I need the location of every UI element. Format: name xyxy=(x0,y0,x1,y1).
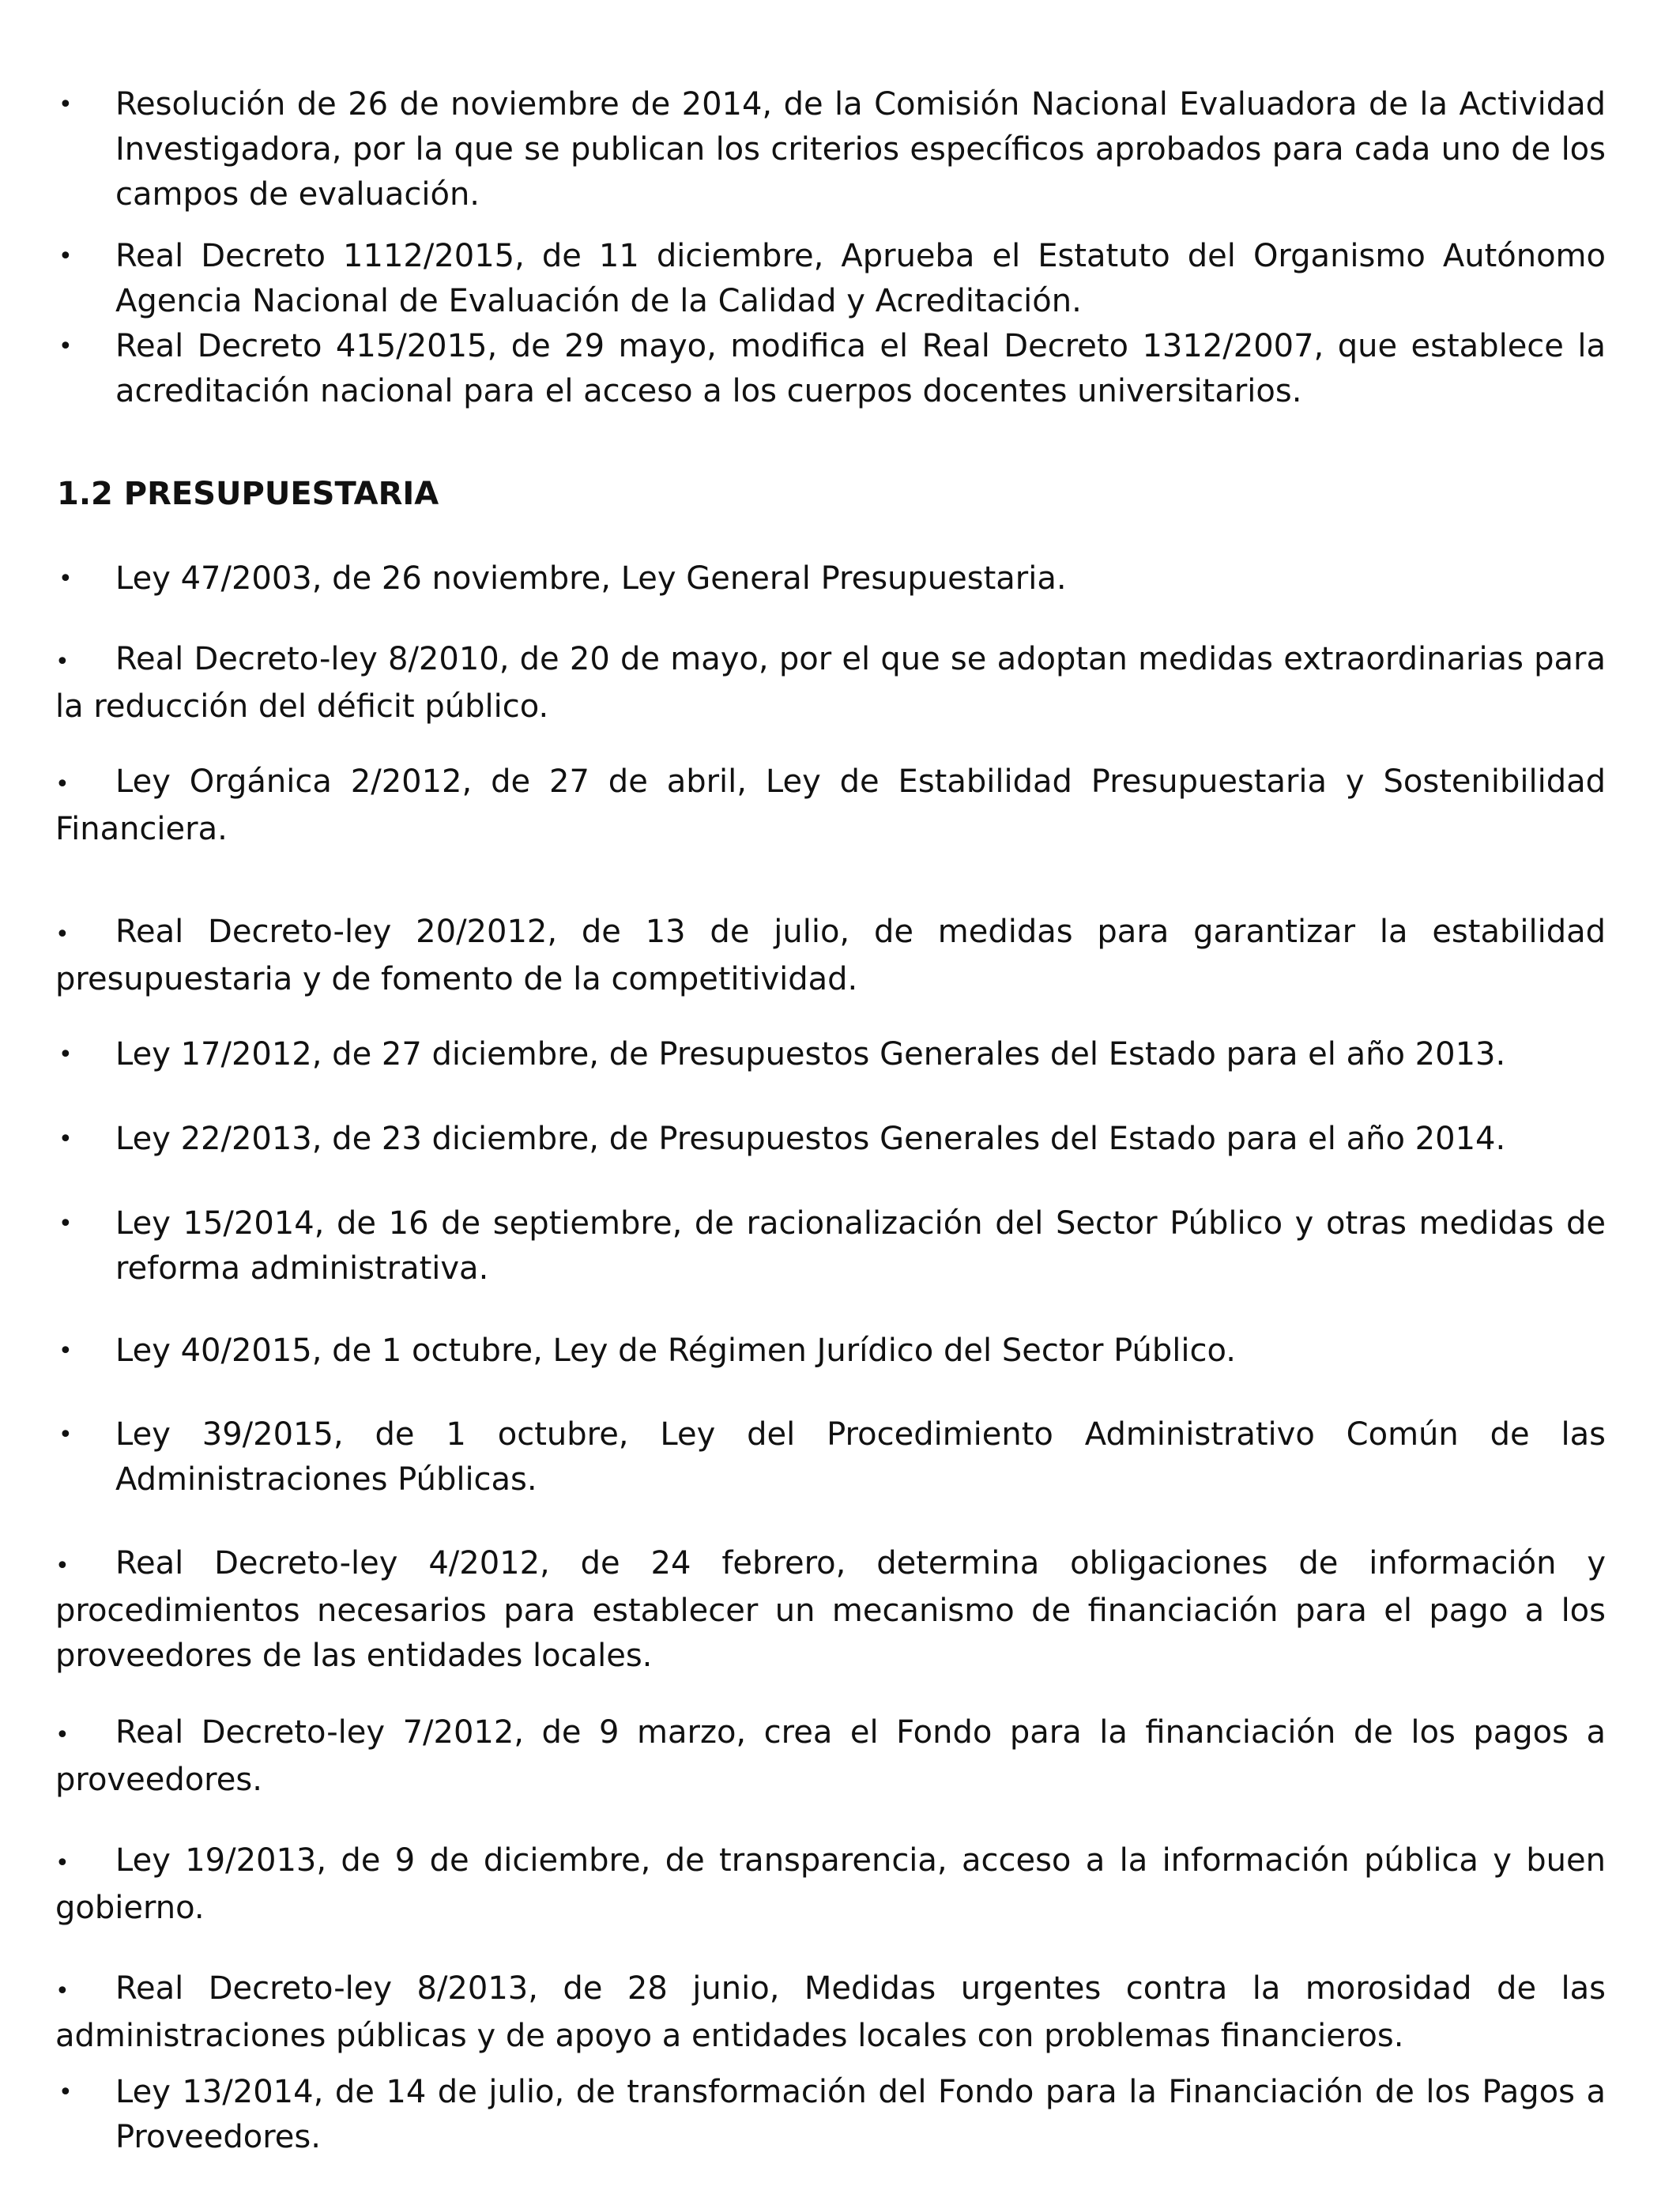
list-item xyxy=(55,1201,1606,1291)
list-item xyxy=(55,760,1606,852)
bullet-icon: • xyxy=(58,1421,73,1449)
bullet-icon: • xyxy=(58,243,73,270)
list-item xyxy=(55,82,1606,217)
list-item-text: Ley 15/2014, de 16 de septiembre, de racionalización del Sector Público y otras medidas de reforma administrativa. xyxy=(115,1205,1606,1287)
list-item-text: Real Decreto 415/2015, de 29 mayo, modifica el Real Decreto 1312/2007, que establece la acreditación nacional para el acceso a los cuerpos docentes universitarios. xyxy=(115,328,1606,409)
bullet-icon: • xyxy=(55,1721,70,1749)
bullet-icon: • xyxy=(58,1125,73,1153)
bullet-icon: • xyxy=(58,2079,73,2106)
list-item xyxy=(55,1412,1606,1502)
bullet-icon: • xyxy=(55,1552,70,1580)
section-heading: 1.2 PRESUPUESTARIA xyxy=(57,476,439,512)
list-item xyxy=(55,556,1606,601)
list-item-text: Real Decreto-ley 20/2012, de 13 de julio, de medidas para garantizar la estabilidad presupuestaria y de fomento de la competitividad. xyxy=(55,914,1606,997)
bullet-icon: • xyxy=(58,1337,73,1365)
bullet-icon: • xyxy=(55,921,70,948)
list-item xyxy=(55,324,1606,414)
list-item xyxy=(55,637,1606,729)
list-item xyxy=(55,2070,1606,2160)
list-item-text: Real Decreto-ley 7/2012, de 9 marzo, crea el Fondo para la financiación de los pagos a proveedores. xyxy=(55,1714,1606,1798)
bullet-icon: • xyxy=(55,771,70,798)
bullet-icon: • xyxy=(55,1977,70,2005)
list-item xyxy=(55,1117,1606,1162)
list-item xyxy=(55,1541,1606,1679)
list-item-text: Ley 17/2012, de 27 diciembre, de Presupuestos Generales del Estado para el año 2013. xyxy=(115,1036,1506,1072)
list-item xyxy=(55,1966,1606,2059)
list-item-text: Ley 47/2003, de 26 noviembre, Ley General Presupuestaria. xyxy=(115,560,1067,597)
bullet-icon: • xyxy=(58,565,73,593)
bullet-icon: • xyxy=(55,1849,70,1877)
list-item xyxy=(55,1710,1606,1803)
list-item xyxy=(55,910,1606,1002)
list-item-text: Resolución de 26 de noviembre de 2014, de la Comisión Nacional Evaluadora de la Actividad Investigadora, por la que se publican los criterios específicos aprobados para cada uno de los campos de evaluación. xyxy=(115,86,1606,213)
list-item xyxy=(55,1329,1606,1374)
bullet-icon: • xyxy=(58,333,73,360)
list-item-text: Ley Orgánica 2/2012, de 27 de abril, Ley de Estabilidad Presupuestaria y Sostenibilidad Financiera. xyxy=(55,763,1606,847)
list-item xyxy=(55,1838,1606,1931)
bullet-icon: • xyxy=(58,1041,73,1069)
list-item-text: Ley 13/2014, de 14 de julio, de transformación del Fondo para la Financiación de los Pagos a Proveedores. xyxy=(115,2074,1606,2155)
list-item-text: Ley 22/2013, de 23 diciembre, de Presupuestos Generales del Estado para el año 2014. xyxy=(115,1121,1506,1157)
bullet-icon: • xyxy=(58,91,73,119)
bullet-icon: • xyxy=(58,1210,73,1238)
list-item-text: Ley 39/2015, de 1 octubre, Ley del Procedimiento Administrativo Común de las Administraciones Públicas. xyxy=(115,1416,1606,1498)
list-item-text: Ley 40/2015, de 1 octubre, Ley de Régimen Jurídico del Sector Público. xyxy=(115,1333,1236,1369)
list-item xyxy=(55,234,1606,324)
list-item-text: Ley 19/2013, de 9 de diciembre, de transparencia, acceso a la información pública y buen gobierno. xyxy=(55,1842,1606,1926)
list-item xyxy=(55,1032,1606,1077)
list-item-text: Real Decreto-ley 8/2010, de 20 de mayo, por el que se adoptan medidas extraordinarias para la reducción del déficit público. xyxy=(55,641,1606,725)
bullet-icon: • xyxy=(55,648,70,676)
list-item-text: Real Decreto-ley 4/2012, de 24 febrero, determina obligaciones de información y procedimientos necesarios para establecer un mecanismo de financiación para el pago a los proveedores de las entidades locales. xyxy=(55,1545,1606,1674)
list-item-text: Real Decreto-ley 8/2013, de 28 junio, Medidas urgentes contra la morosidad de las administraciones públicas y de apoyo a entidades locales con problemas financieros. xyxy=(55,1970,1606,2054)
list-item-text: Real Decreto 1112/2015, de 11 diciembre, Aprueba el Estatuto del Organismo Autónomo Agencia Nacional de Evaluación de la Calidad y Acreditación. xyxy=(115,238,1606,319)
